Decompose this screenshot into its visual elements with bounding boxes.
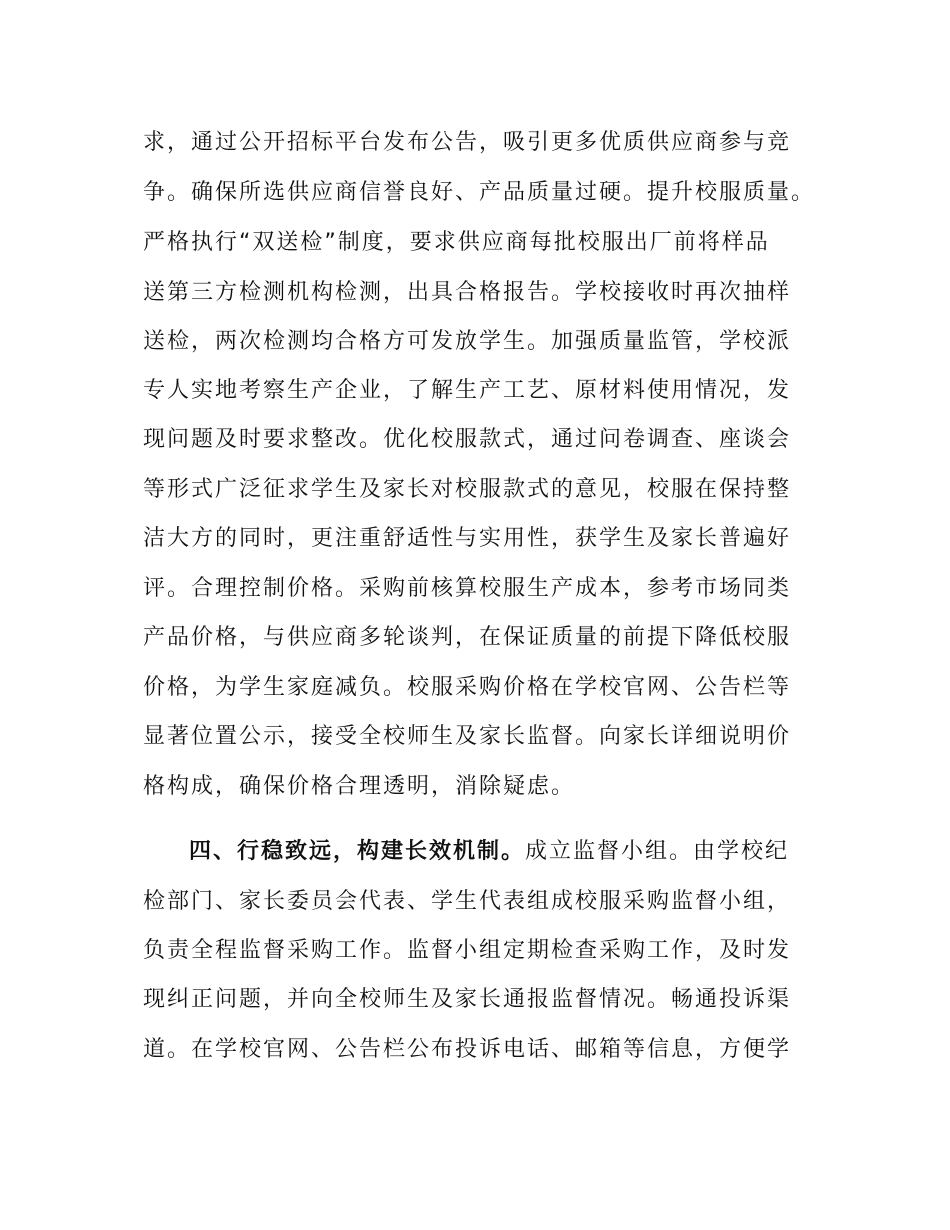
paragraph-line: 格构成，确保价格合理透明，消除疑虑。 bbox=[143, 774, 576, 799]
paragraph-line: 等形式广泛征求学生及家长对校服款式的意见，校服在保持整 bbox=[143, 477, 792, 502]
paragraph-line: 现纠正问题，并向全校师生及家长通报监督情况。畅通投诉渠 bbox=[143, 987, 792, 1012]
paragraph-line: 送检，两次检测均合格方可发放学生。加强质量监管，学校派 bbox=[143, 329, 792, 354]
section-heading: 四、行稳致远，构建长效机制。 bbox=[189, 839, 526, 864]
paragraph-line: 检部门、家长委员会代表、学生代表组成校服采购监督小组， bbox=[143, 889, 792, 914]
paragraph-line: 道。在学校官网、公告栏公布投诉电话、邮箱等信息，方便学 bbox=[143, 1037, 792, 1062]
paragraph-line: 求，通过公开招标平台发布公告，吸引更多优质供应商参与竞 bbox=[143, 130, 792, 155]
paragraph-line: 现问题及时要求整改。优化校服款式，通过问卷调查、座谈会 bbox=[143, 427, 792, 452]
paragraph-line: 洁大方的同时，更注重舒适性与实用性，获学生及家长普遍好 bbox=[143, 526, 792, 551]
section-first-line-text: 成立监督小组。由学校纪 bbox=[525, 839, 790, 864]
paragraph-line: 专人实地考察生产企业，了解生产工艺、原材料使用情况，发 bbox=[143, 378, 792, 403]
paragraph-line: 严格执行“双送检”制度，要求供应商每批校服出厂前将样品 bbox=[143, 230, 770, 255]
paragraph-line: 负责全程监督采购工作。监督小组定期检查采购工作，及时发 bbox=[143, 938, 792, 963]
section-first-line bbox=[189, 837, 789, 867]
paragraph-line: 送第三方检测机构检测，出具合格报告。学校接收时再次抽样 bbox=[143, 280, 792, 305]
paragraph-line: 价格，为学生家庭减负。校服采购价格在学校官网、公告栏等 bbox=[143, 675, 792, 700]
paragraph-line: 争。确保所选供应商信誉良好、产品质量过硬。提升校服质量。 bbox=[143, 180, 816, 205]
paragraph-line: 评。合理控制价格。采购前核算校服生产成本，参考市场同类 bbox=[143, 576, 792, 601]
paragraph-line: 显著位置公示，接受全校师生及家长监督。向家长详细说明价 bbox=[143, 724, 792, 749]
paragraph-line: 产品价格，与供应商多轮谈判，在保证质量的前提下降低校服 bbox=[143, 625, 792, 650]
